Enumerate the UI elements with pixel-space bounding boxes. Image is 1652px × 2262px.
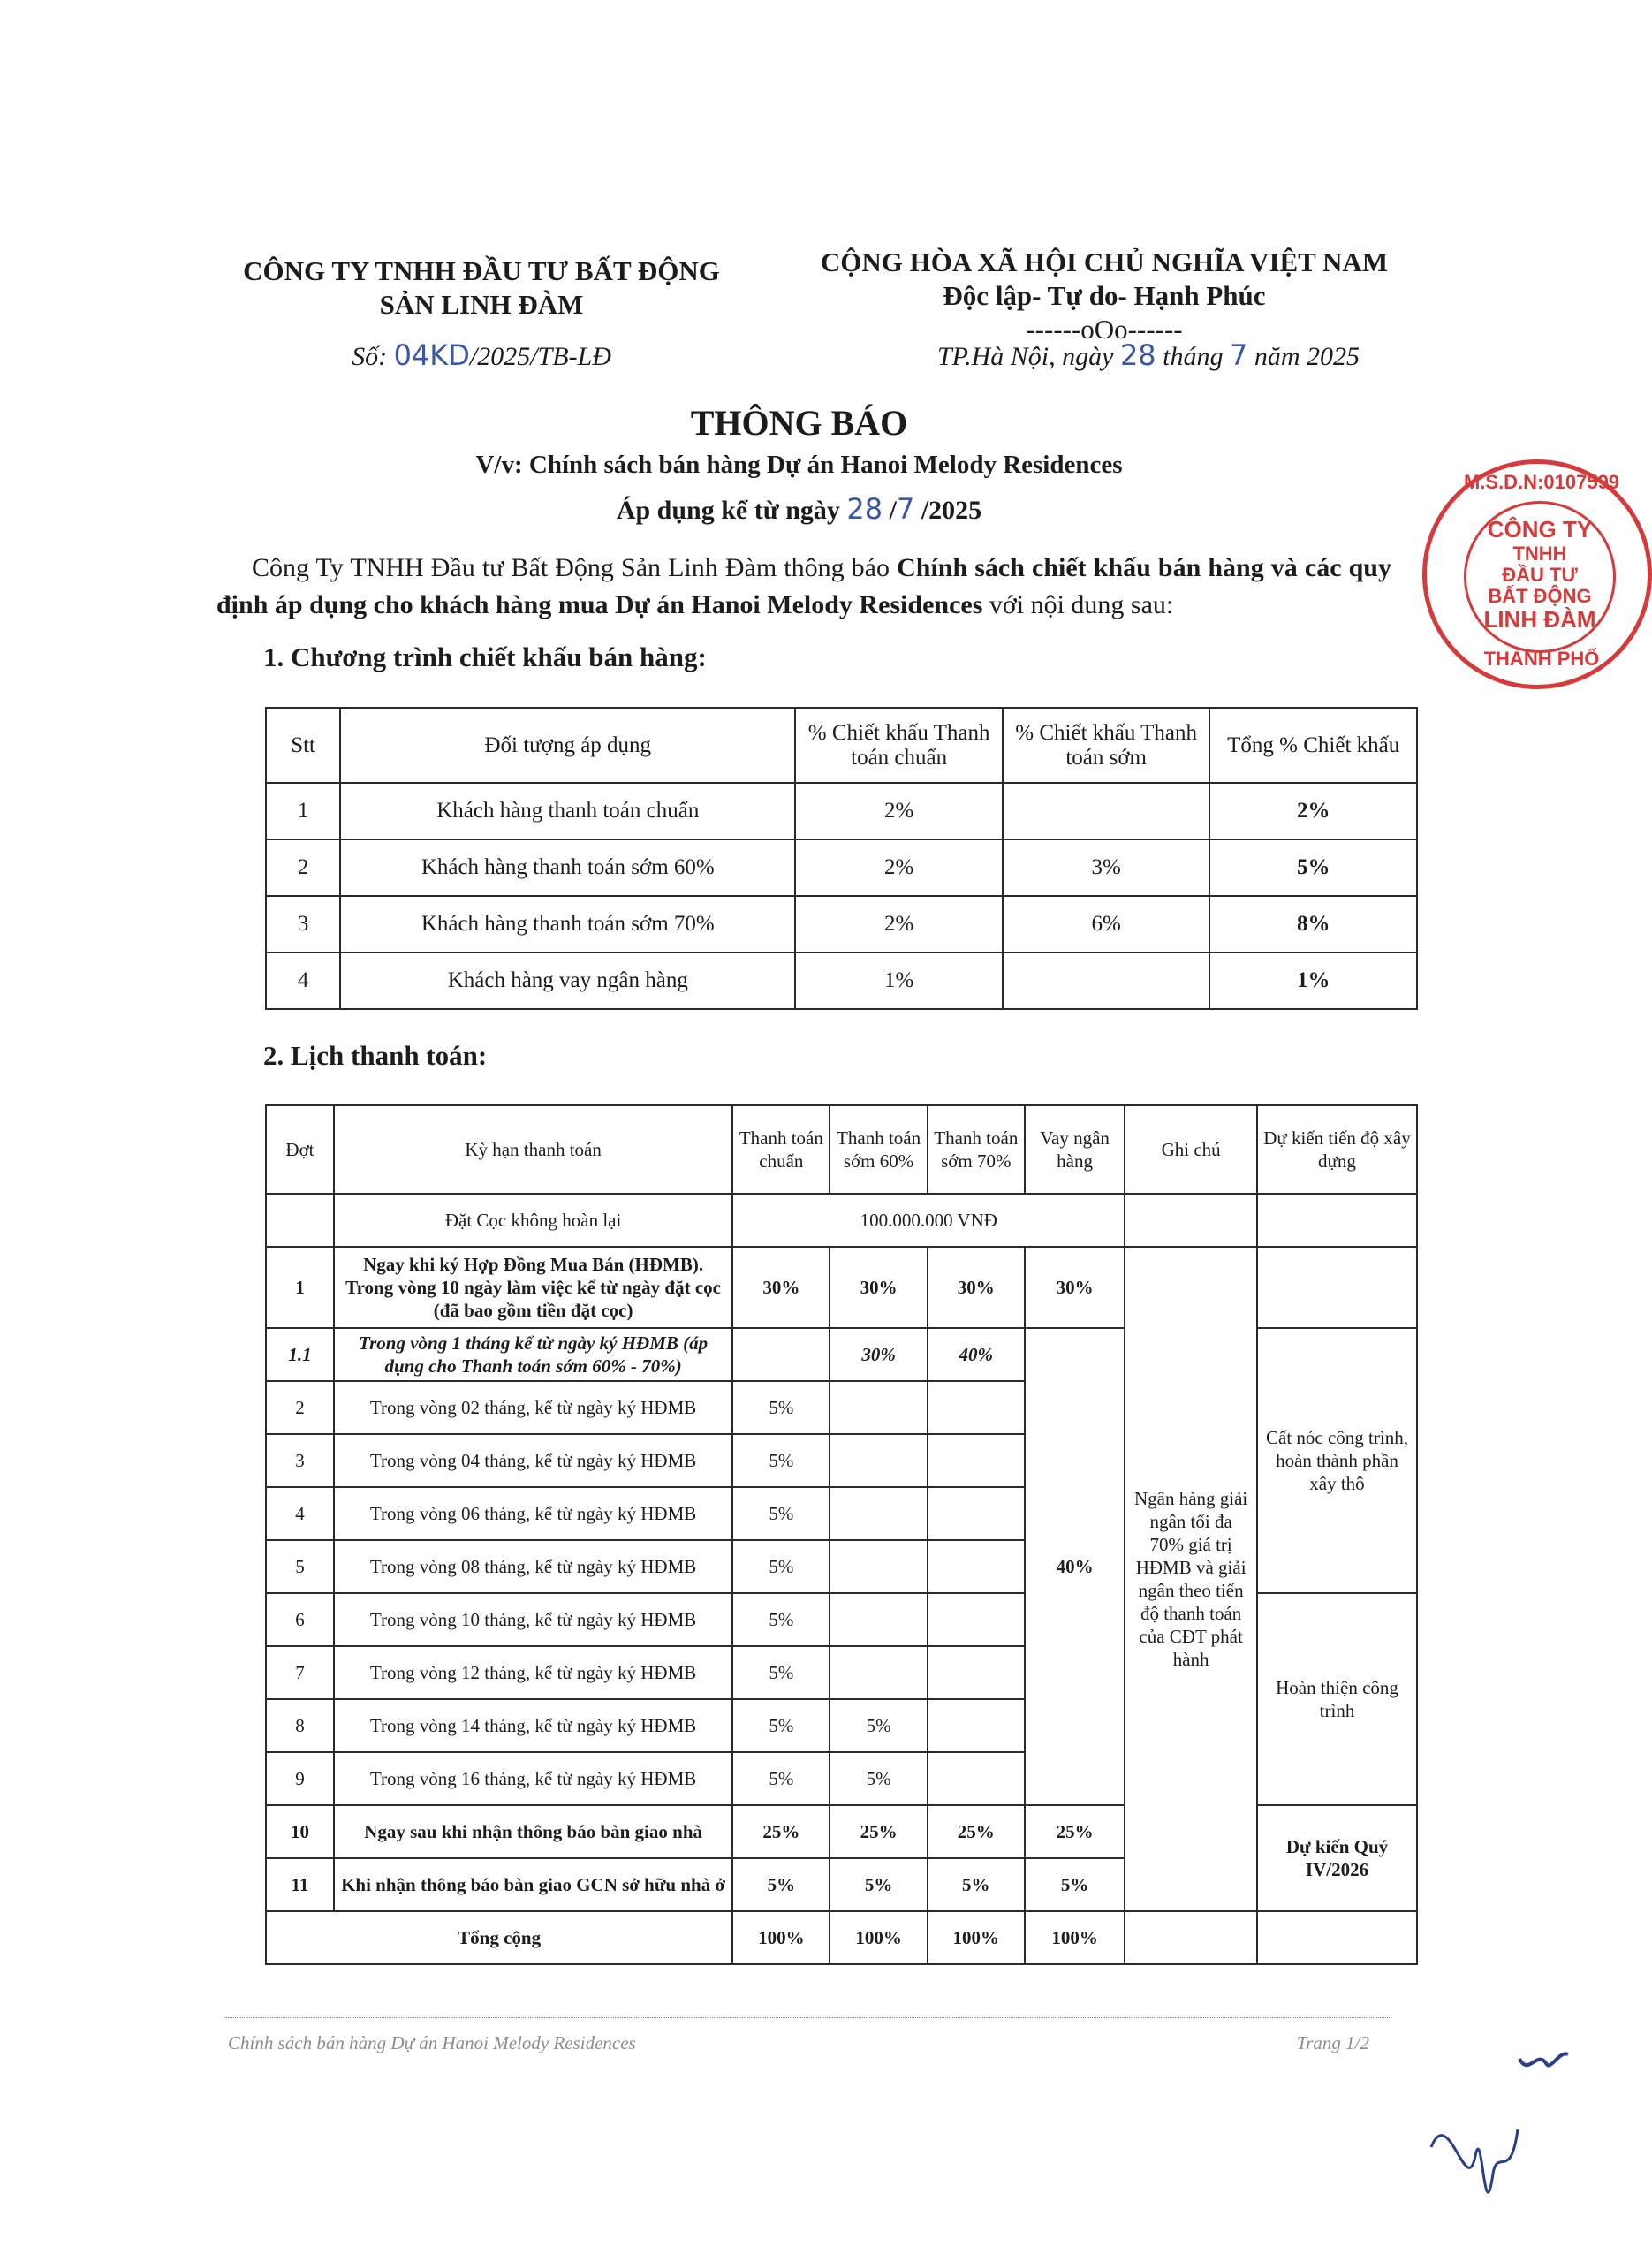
nation-motto: Độc lập- Tự do- Hạnh Phúc [943,280,1266,311]
table-row: 4 Khách hàng vay ngân hàng 1% 1% [266,953,1417,1009]
th-progress: Dự kiến tiến độ xây dựng [1257,1105,1417,1194]
national-heading [751,246,1458,346]
th-target: Đối tượng áp dụng [340,708,795,783]
progress-a: Cất nóc công trình, hoàn thành phần xây thô [1257,1328,1417,1593]
footer-page: Trang 1/2 [1296,2032,1369,2053]
nation-divider: ------oOo------ [1026,314,1183,345]
th-standard: Thanh toán chuẩn [732,1105,830,1194]
table-row: 6 Trong vòng 10 tháng, kể từ ngày ký HĐMB 5% Hoàn thiện công trình [266,1593,1417,1646]
table-row: 10 Ngay sau khi nhận thông báo bàn giao nhà 25% 25% 25% 25% Dự kiến Quý IV/2026 [266,1805,1417,1858]
date-day-handwritten: 28 [1119,338,1156,372]
table-row: 3 Trong vòng 04 tháng, kể từ ngày ký HĐMB 5% [266,1434,1417,1487]
th-standard-discount: % Chiết khấu Thanh toán chuẩn [795,708,1003,783]
table-row: 7 Trong vòng 12 tháng, kể từ ngày ký HĐMB 5% [266,1646,1417,1699]
table-row: 11 Khi nhận thông báo bàn giao GCN sở hữu nhà ở 5% 5% 5% 5% [266,1858,1417,1911]
notice-subject: V/v: Chính sách bán hàng Dự án Hanoi Melody Residences [475,451,1123,479]
table-row: 9 Trong vòng 16 tháng, kể từ ngày ký HĐMB 5% 5% [266,1752,1417,1805]
th-loan: Vay ngân hàng [1025,1105,1125,1194]
loan-mid: 40% [1025,1328,1125,1805]
notice-apply-date: Áp dụng kể từ ngày 28 /7 /2025 [616,492,982,526]
total-row: Tổng cộng 100% 100% 100% 100% [266,1911,1417,1964]
section2-heading: 2. Lịch thanh toán: [263,1040,488,1071]
table-row: 1 Ngay khi ký Hợp Đồng Mua Bán (HĐMB). Trong vòng 10 ngày làm việc kể từ ngày đặt cọc (đã bao gồm tiền đặt cọc) 30% 30% 30% 30% Ngân hàng giải ngân tối đa 70% giá trị HĐMB và giải ngân theo tiến độ thanh toán của CĐT phát hành [266,1247,1417,1328]
table-row: 8 Trong vòng 14 tháng, kể từ ngày ký HĐMB 5% 5% [266,1699,1417,1752]
document-number-handwritten: 04KD [393,338,470,372]
th-early70: Thanh toán sớm 70% [928,1105,1025,1194]
th-stt: Stt [266,708,340,783]
table-row: Đặt Cọc không hoàn lại 100.000.000 VNĐ [266,1194,1417,1247]
document-date: TP.Hà Nội, ngày 28 tháng 7 năm 2025 [936,338,1360,372]
progress-c: Dự kiến Quý IV/2026 [1257,1805,1417,1911]
footer-divider [225,2017,1391,2019]
table-row: 2 Khách hàng thanh toán sớm 60% 2% 3% 5% [266,839,1417,896]
footer-title: Chính sách bán hàng Dự án Hanoi Melody Residences [228,2032,636,2053]
discount-table [265,707,1418,1010]
th-phase: Đợt [266,1105,334,1194]
table-row: 1 Khách hàng thanh toán chuẩn 2% 2% [266,783,1417,839]
th-note: Ghi chú [1125,1105,1257,1194]
document-number: Số: 04KD/2025/TB-LĐ [352,338,611,372]
table-row: 3 Khách hàng thanh toán sớm 70% 2% 6% 8% [266,896,1417,953]
seal-city: THÀNH PHỐ [1483,648,1600,670]
th-term: Kỳ hạn thanh toán [334,1105,732,1194]
payment-schedule-table [265,1104,1418,1965]
date-month-handwritten: 7 [1230,338,1248,372]
company-name-line2: SẢN LINH ĐÀM [379,289,584,320]
signature [1413,2023,1572,2253]
section1-heading: 1. Chương trình chiết khấu bán hàng: [263,641,707,672]
intro-paragraph: Công Ty TNHH Đầu tư Bất Động Sản Linh Đàm thông báo Chính sách chiết khấu bán hàng và các quy định áp dụng cho khách hàng mua Dự án Hanoi Melody Residences với nội dung sau: [216,553,1391,619]
table-row: 1.1 Trong vòng 1 tháng kể từ ngày ký HĐMB (áp dụng cho Thanh toán sớm 60% - 70%) 30% 40% 40% Cất nóc công trình, hoàn thành phần xây thô [266,1328,1417,1381]
table-row: 2 Trong vòng 02 tháng, kể từ ngày ký HĐMB 5% [266,1381,1417,1434]
table-row: 4 Trong vòng 06 tháng, kể từ ngày ký HĐMB 5% [266,1487,1417,1540]
seal-inner-ring: CÔNG TY TNHH ĐẦU TƯ BẤT ĐỘNG LINH ĐÀM [1464,501,1616,653]
seal-code: M.S.D.N:0107599 [1463,471,1620,493]
nation-name: CỘNG HÒA XÃ HỘI CHỦ NGHĨA VIỆT NAM [820,247,1389,277]
notice-title: THÔNG BÁO [690,403,908,443]
th-total-discount: Tổng % Chiết khấu [1209,708,1417,783]
company-name [216,254,746,322]
table-row: 5 Trong vòng 08 tháng, kể từ ngày ký HĐMB 5% [266,1540,1417,1593]
th-early-discount: % Chiết khấu Thanh toán sớm [1003,708,1210,783]
progress-b: Hoàn thiện công trình [1257,1593,1417,1805]
company-name-line1: CÔNG TY TNHH ĐẦU TƯ BẤT ĐỘNG [243,255,720,286]
note-bank: Ngân hàng giải ngân tối đa 70% giá trị HĐMB và giải ngân theo tiến độ thanh toán của CĐT phát hành [1125,1247,1257,1911]
th-early60: Thanh toán sớm 60% [830,1105,927,1194]
